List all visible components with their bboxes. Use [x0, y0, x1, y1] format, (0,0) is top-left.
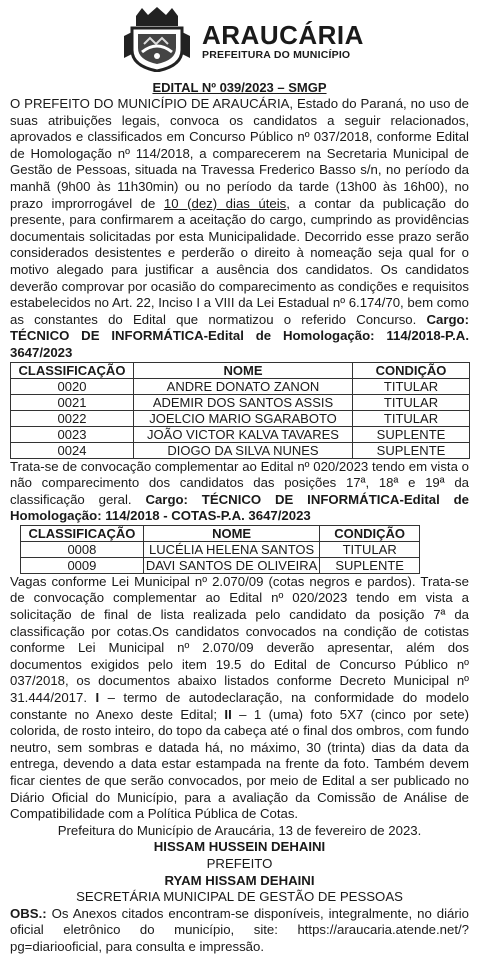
cell-condicao: TITULAR — [353, 410, 470, 426]
cell-nome: LUCÉLIA HELENA SANTOS — [143, 541, 319, 557]
cell-classificacao: 0024 — [11, 442, 134, 458]
col-condicao: CONDIÇÃO — [353, 362, 470, 378]
candidates-table-1 — [10, 362, 470, 459]
signer-1-role: PREFEITO — [206, 855, 273, 871]
brand-name: ARAUCÁRIA — [202, 20, 364, 50]
municipal-crest-icon — [122, 6, 192, 72]
cell-condicao: TITULAR — [353, 394, 470, 410]
signer-2-name: RYAM HISSAM DEHAINI — [164, 872, 315, 888]
p2-text: Trata-se de convocação complementar ao Edital nº 020/2023 tendo em vista o não comparecimento dos candidatos das posições 17ª, 18ª e 19ª da classificação geral. — [10, 458, 469, 507]
cell-classificacao: 0009 — [21, 557, 144, 573]
cell-nome: JOELCIO MARIO SGARABOTO — [134, 410, 353, 426]
p1-text-a: O PREFEITO DO MUNICÍPIO DE ARAUCÁRIA, Estado do Paraná, no uso de suas atribuições legais, convoca os candidatos a seguir relacionados, aprovados e classificados em Concurso Público nº 037/2018, conforme Edital de Homologação nº 114/2018, a comparecerem na Secretaria Municipal de Gestão de Pessoas, situada na Travessa Frederico Basso s/n, no período da manhã (9h00 às 11h30min) ou no período da tarde (13h00 às 16h00), no prazo improrrogável de — [10, 96, 469, 211]
cell-classificacao: 0023 — [11, 426, 134, 442]
edital-title: EDITAL Nº 039/2023 – SMGP — [152, 80, 327, 95]
p1-text-b: , a contar da publicação do presente, para confirmarem a aceitação do cargo, cumprindo as providências documentais solicitadas por esta Municipalidade. Decorrido esse prazo serão considerados desistentes e perderão o direito à nomeação seja qual for o motivo alegado para justificar a ausência dos candidatos. Os candidatos deverão comprovar por ocasião do comparecimento as condições e requisitos estabelecidos no Art. 22, Inciso I a VIII da Lei Estadual nº 6.174/70, bem como as constantes do Edital que normatizou o referido Concurso. — [10, 195, 469, 327]
table-row — [21, 557, 420, 573]
cell-condicao: TITULAR — [353, 378, 470, 394]
signer-1-name: HISSAM HUSSEIN DEHAINI — [153, 839, 326, 855]
p1-cargo: Cargo: TÉCNICO DE INFORMÁTICA-Edital de Homologação: 114/2018-P.A. 3647/2023 — [10, 311, 469, 360]
table-row — [11, 426, 470, 442]
cell-condicao: SUPLENTE — [353, 442, 470, 458]
edital-page — [10, 0, 469, 956]
p3-item-1: I — [95, 690, 100, 706]
header — [10, 0, 469, 78]
signer-2-role: SECRETÁRIA MUNICIPAL DE GESTÃO DE PESSOAS — [76, 889, 403, 905]
p3-text-c: – 1 (uma) foto 5X7 (cinco por sete) colorida, de rosto inteiro, do topo da cabeça até o final dos ombros, com fundo neutro, sem sombras e datada há, no máximo, 30 (trinta) dias da data da entrega, devendo a data estar estampada na frente da foto. Também devem ficar cientes de que serão convocados, por meio de Edital a ser publicado no Diário Oficial do Município, para a avaliação da Comissão de Análise de Compatibilidade com a Política Pública de Cotas. — [10, 706, 469, 822]
p2-cargo: Cargo: TÉCNICO DE INFORMÁTICA-Edital de Homologação: 114/2018 - COTAS-P.A. 3647/2023 — [10, 491, 469, 524]
cell-nome: ADEMIR DOS SANTOS ASSIS — [134, 394, 353, 410]
table-header-row — [21, 525, 420, 541]
edital-paragraph-3 — [10, 574, 469, 823]
table-header-row — [11, 362, 470, 378]
obs-label: OBS.: — [10, 905, 47, 921]
table-row — [11, 394, 470, 410]
edital-paragraph-1 — [10, 96, 469, 362]
brand — [202, 22, 364, 61]
cell-nome: DIOGO DA SILVA NUNES — [134, 442, 353, 458]
cell-classificacao: 0020 — [11, 378, 134, 394]
obs-text: Os Anexos citados encontram-se disponíveis, integralmente, no diário oficial eletrônico do município, site: https://araucaria.atende.net/?pg=diariooficial, para consulta e impressão. — [10, 905, 469, 954]
cell-nome: JOÃO VICTOR KALVA TAVARES — [134, 426, 353, 442]
cell-condicao: SUPLENTE — [320, 557, 420, 573]
col-condicao: CONDIÇÃO — [320, 525, 420, 541]
cell-condicao: SUPLENTE — [353, 426, 470, 442]
cell-nome: ANDRE DONATO ZANON — [134, 378, 353, 394]
col-nome: NOME — [134, 362, 353, 378]
col-classificacao: CLASSIFICAÇÃO — [11, 362, 134, 378]
edital-paragraph-2 — [10, 459, 469, 525]
col-nome: NOME — [143, 525, 319, 541]
p1-deadline: 10 (dez) dias úteis — [163, 195, 287, 211]
candidates-table-2 — [20, 525, 420, 574]
cell-classificacao: 0022 — [11, 410, 134, 426]
p3-item-2: II — [224, 706, 232, 722]
table-row — [11, 442, 470, 458]
col-classificacao: CLASSIFICAÇÃO — [21, 525, 144, 541]
brand-subtitle: PREFEITURA DO MUNICÍPIO — [202, 49, 351, 61]
cell-nome: DAVI SANTOS DE OLIVEIRA — [143, 557, 319, 573]
table-row — [21, 541, 420, 557]
cell-classificacao: 0021 — [11, 394, 134, 410]
p3-text-a: Vagas conforme Lei Municipal nº 2.070/09 (cotas negros e pardos). Trata-se de convocação complementar ao Edital nº 020/2023 tendo em vista a solicitação de final de lista realizada pelo candidato da posição 7ª da classificação por cotas.Os candidatos convocados na condição de cotistas conforme Lei Municipal nº 2.070/09 deverão apresentar, além dos documentos exigidos pelo item 19.5 do Edital de Concurso Público nº 037/2018, os documentos abaixo listados conforme Decreto Municipal nº 31.444/2017. — [10, 573, 469, 706]
table-row — [11, 410, 470, 426]
obs-note — [10, 906, 469, 956]
cell-condicao: TITULAR — [320, 541, 420, 557]
place-date: Prefeitura do Município de Araucária, 13 de fevereiro de 2023. — [57, 822, 422, 838]
p3-text-b: – termo de autodeclaração, na conformidade do modelo constante no Anexo deste Edital; — [10, 690, 469, 722]
table-row — [11, 378, 470, 394]
cell-classificacao: 0008 — [21, 541, 144, 557]
